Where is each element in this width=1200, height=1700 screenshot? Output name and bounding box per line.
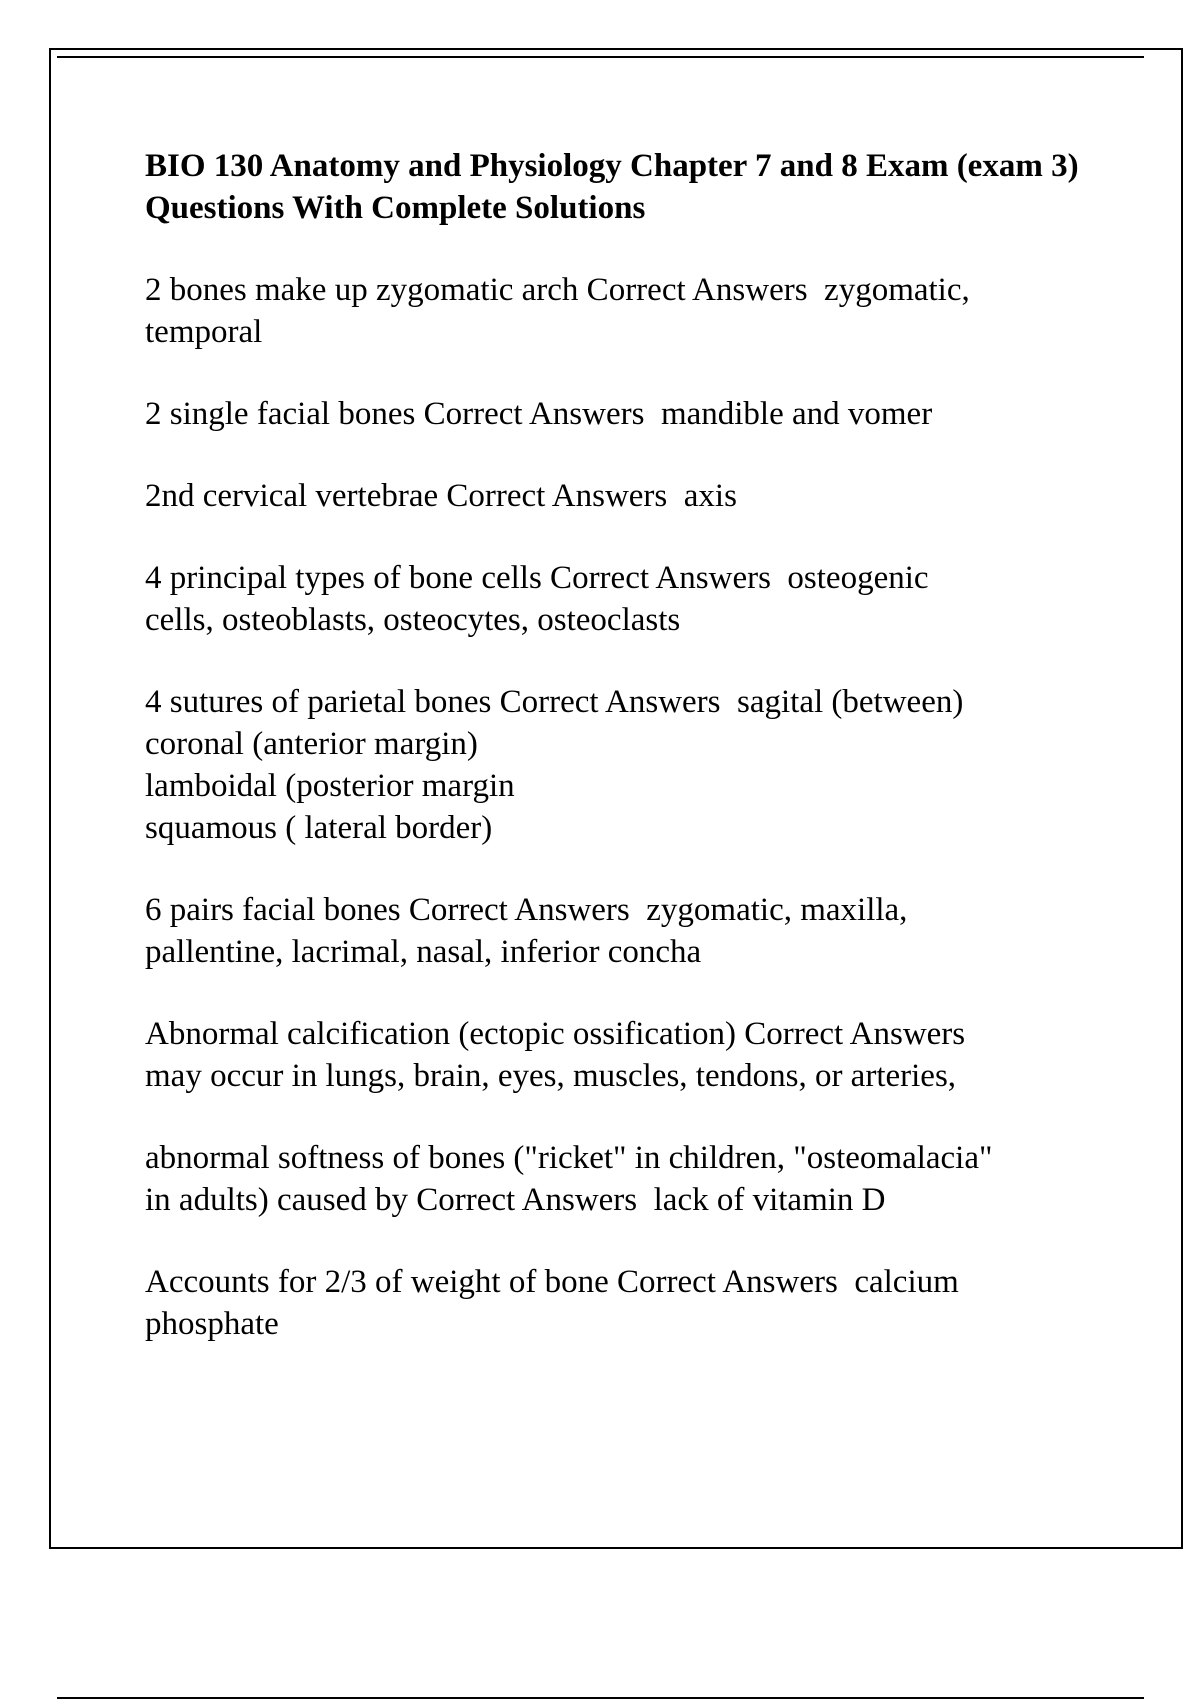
qa-item: 4 sutures of parietal bones Correct Answers sagital (between) coronal (anterior margin) lamboidal (posterior margin squamous ( lateral border) [145,684,964,846]
qa-item: 6 pairs facial bones Correct Answers zygomatic, maxilla, pallentine, lacrimal, nasal, inferior concha [145,892,908,970]
qa-item: 2nd cervical vertebrae Correct Answers axis [145,478,737,514]
qa-item: Accounts for 2/3 of weight of bone Correct Answers calcium phosphate [145,1264,959,1342]
qa-item: 2 bones make up zygomatic arch Correct Answers zygomatic, temporal [145,272,970,350]
qa-item: 4 principal types of bone cells Correct Answers osteogenic cells, osteoblasts, osteocytes, osteoclasts [145,560,929,638]
qa-item: 2 single facial bones Correct Answers mandible and vomer [145,396,933,432]
document-title: BIO 130 Anatomy and Physiology Chapter 7 and 8 Exam (exam 3) Questions With Complete Solutions [145,148,1079,226]
qa-item: abnormal softness of bones ("ricket" in children, "osteomalacia" in adults) caused by Correct Answers lack of vitamin D [145,1140,993,1218]
document-body [145,145,1085,1385]
top-rule [57,56,1144,58]
bottom-rule [57,1697,1144,1699]
qa-item: Abnormal calcification (ectopic ossification) Correct Answers may occur in lungs, brain, eyes, muscles, tendons, or arteries, [145,1016,966,1094]
